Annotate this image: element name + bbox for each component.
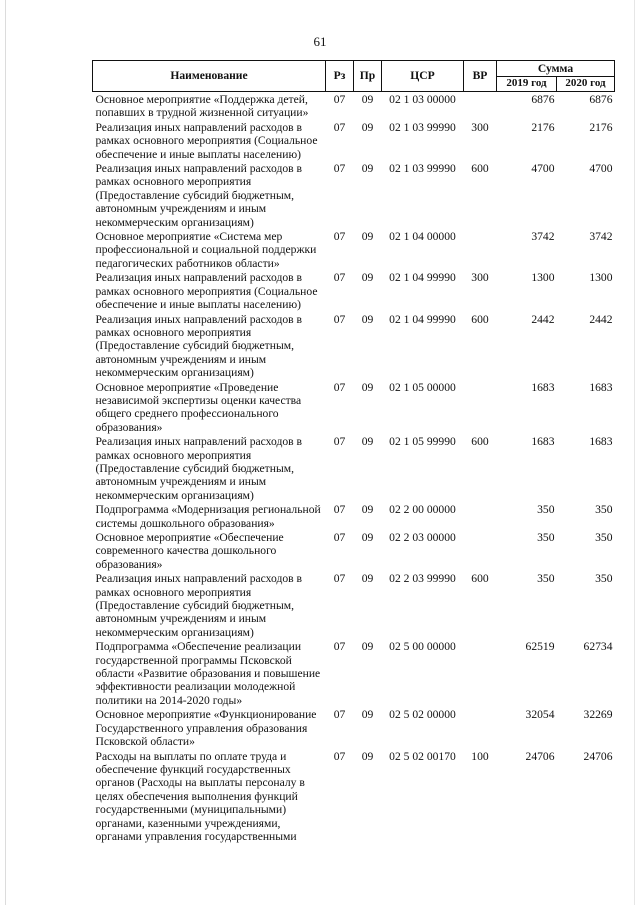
row-sum-2019: 350	[537, 531, 555, 544]
row-pr: 09	[361, 271, 374, 285]
row-csr: 02 1 05 00000	[389, 380, 456, 394]
header-csr: ЦСР	[382, 61, 464, 92]
table-row	[93, 120, 615, 161]
row-sum-2020: 350	[595, 503, 613, 517]
row-name: Основное мероприятие «Функционирование Государственного управления образования Псковской области»	[95, 708, 317, 749]
table-row	[93, 161, 615, 229]
row-rz: 07	[333, 749, 346, 763]
row-rz: 07	[333, 503, 346, 517]
table-row	[93, 639, 615, 707]
row-sum-2019: 62519	[525, 640, 555, 654]
row-sum-2020: 62734	[583, 640, 613, 654]
page-number: 61	[313, 34, 327, 49]
table-row	[93, 502, 615, 530]
row-vr	[464, 707, 497, 748]
row-csr: 02 2 03 00000	[389, 531, 456, 544]
row-pr: 09	[361, 93, 374, 106]
row-vr	[464, 530, 497, 571]
row-name: Реализация иных направлений расходов в рамках основного мероприятия (Социальное обеспечение и иные выплаты населению)	[95, 271, 318, 312]
row-sum-2019: 24706	[525, 749, 555, 763]
header-name: Наименование	[93, 61, 326, 92]
row-pr: 09	[361, 230, 374, 244]
table-row	[93, 530, 615, 571]
row-sum-2020: 1300	[589, 271, 613, 285]
scan-edge-left	[5, 0, 6, 905]
row-sum-2019: 4700	[531, 162, 555, 176]
row-sum-2019: 1300	[531, 271, 555, 285]
row-sum-2020: 24706	[583, 749, 613, 763]
row-sum-2020: 2176	[589, 120, 613, 134]
header-pr: Пр	[354, 61, 382, 92]
row-sum-2019: 2442	[531, 312, 555, 326]
row-sum-2020: 350	[595, 531, 613, 544]
row-sum-2019: 350	[537, 503, 555, 517]
row-pr: 09	[361, 531, 374, 544]
row-sum-2020: 1683	[589, 380, 613, 394]
row-name: Основное мероприятие «Обеспечение современного качества дошкольного образования»	[95, 531, 284, 571]
table-row	[93, 707, 615, 748]
row-sum-2019: 1683	[531, 435, 555, 449]
row-rz: 07	[333, 435, 346, 449]
scan-edge-right	[634, 0, 635, 905]
row-name: Подпрограмма «Модернизация региональной системы дошкольного образования»	[95, 503, 321, 530]
row-name: Реализация иных направлений расходов в рамках основного мероприятия (Социальное обеспечение и иные выплаты населению)	[95, 120, 318, 161]
row-name: Подпрограмма «Обеспечение реализации государственной программы Псковской области «Развитие образования и повышение эффективности реализации молодежной политики на 2014-2020 годы»	[95, 640, 321, 707]
row-vr: 300	[471, 271, 489, 285]
row-rz: 07	[333, 640, 346, 654]
row-rz: 07	[333, 531, 346, 544]
row-sum-2020: 3742	[589, 230, 613, 244]
row-pr: 09	[361, 640, 374, 654]
header-year-2020: 2020 год	[557, 76, 615, 92]
row-rz: 07	[333, 708, 346, 722]
row-sum-2019: 350	[537, 572, 555, 586]
row-name: Реализация иных направлений расходов в рамках основного мероприятия (Предоставление субсидий бюджетным, автономным учреждениям и иным некоммерческим организациям)	[95, 572, 302, 639]
row-name: Основное мероприятие «Поддержка детей, попавших в трудной жизненной ситуации»	[95, 93, 309, 120]
table-row	[93, 749, 615, 844]
row-rz: 07	[333, 271, 346, 285]
row-csr: 02 1 04 00000	[389, 230, 456, 244]
table-row	[93, 380, 615, 435]
row-vr: 300	[471, 120, 489, 134]
row-name: Основное мероприятие «Проведение независимой экспертизы оценки качества общего среднего профессионального образования»	[95, 380, 302, 434]
row-pr: 09	[361, 162, 374, 176]
row-sum-2019: 2176	[531, 120, 555, 134]
row-vr	[464, 229, 497, 270]
row-rz: 07	[333, 230, 346, 244]
row-pr: 09	[361, 120, 374, 134]
row-sum-2019: 3742	[531, 230, 555, 244]
row-vr: 600	[471, 312, 489, 326]
row-csr: 02 5 00 00000	[389, 640, 456, 654]
row-rz: 07	[333, 93, 346, 106]
row-sum-2020: 1683	[589, 435, 613, 449]
row-csr: 02 1 04 99990	[389, 312, 456, 326]
row-name: Расходы на выплаты по оплате труда и обеспечение функций государственных органов (Расходы на выплаты персоналу в целях обеспечения выполнения функций государственными (муниципальными) органами, казенными учреждениями, органами управления государственными	[95, 749, 305, 843]
table-row	[93, 270, 615, 311]
row-vr: 600	[471, 435, 489, 449]
row-pr: 09	[361, 572, 374, 586]
row-rz: 07	[333, 120, 346, 134]
row-csr: 02 5 02 00170	[389, 749, 456, 763]
header-rz: Рз	[326, 61, 354, 92]
table-body	[93, 92, 615, 844]
row-pr: 09	[361, 435, 374, 449]
row-name: Реализация иных направлений расходов в рамках основного мероприятия (Предоставление субсидий бюджетным, автономным учреждениям и иным некоммерческим организациям)	[95, 435, 302, 502]
row-sum-2020: 2442	[589, 312, 613, 326]
row-rz: 07	[333, 312, 346, 326]
row-csr: 02 5 02 00000	[389, 708, 456, 722]
table-row	[93, 312, 615, 380]
row-vr: 600	[471, 572, 489, 586]
row-sum-2019: 32054	[525, 708, 555, 722]
row-sum-2020: 350	[595, 572, 613, 586]
row-csr: 02 1 03 00000	[389, 93, 456, 106]
row-vr	[464, 92, 497, 120]
row-csr: 02 2 00 00000	[389, 503, 456, 517]
row-pr: 09	[361, 749, 374, 763]
row-sum-2020: 32269	[583, 708, 613, 722]
row-rz: 07	[333, 162, 346, 176]
header-vr: ВР	[464, 61, 497, 92]
row-vr	[464, 380, 497, 435]
row-vr	[464, 502, 497, 530]
row-vr: 600	[471, 162, 489, 176]
budget-table-container	[92, 60, 614, 843]
row-rz: 07	[333, 380, 346, 394]
row-name: Реализация иных направлений расходов в рамках основного мероприятия (Предоставление субсидий бюджетным, автономным учреждениям и иным некоммерческим организациям)	[95, 312, 302, 380]
row-name: Реализация иных направлений расходов в рамках основного мероприятия (Предоставление субсидий бюджетным, автономным учреждениям и иным некоммерческим организациям)	[95, 162, 302, 229]
row-csr: 02 1 04 99990	[389, 271, 456, 285]
header-sum: Сумма	[497, 61, 615, 77]
table-header	[93, 61, 615, 92]
row-rz: 07	[333, 572, 346, 586]
table-row	[93, 571, 615, 639]
table-row	[93, 229, 615, 270]
budget-table	[92, 60, 615, 843]
row-sum-2019: 1683	[531, 380, 555, 394]
row-pr: 09	[361, 380, 374, 394]
row-csr: 02 1 03 99990	[389, 120, 456, 134]
header-year-2019: 2019 год	[497, 76, 557, 92]
row-csr: 02 1 03 99990	[389, 162, 456, 176]
row-csr: 02 1 05 99990	[389, 435, 456, 449]
table-row	[93, 92, 615, 120]
row-pr: 09	[361, 312, 374, 326]
row-csr: 02 2 03 99990	[389, 572, 456, 586]
row-sum-2020: 6876	[589, 93, 613, 106]
row-pr: 09	[361, 708, 374, 722]
row-sum-2020: 4700	[589, 162, 613, 176]
table-row	[93, 434, 615, 502]
row-vr	[464, 639, 497, 707]
row-pr: 09	[361, 503, 374, 517]
row-name: Основное мероприятие «Система мер профессиональной и социальной поддержки педагогических работников области»	[95, 230, 317, 270]
row-vr: 100	[471, 749, 489, 763]
row-sum-2019: 6876	[531, 93, 555, 106]
